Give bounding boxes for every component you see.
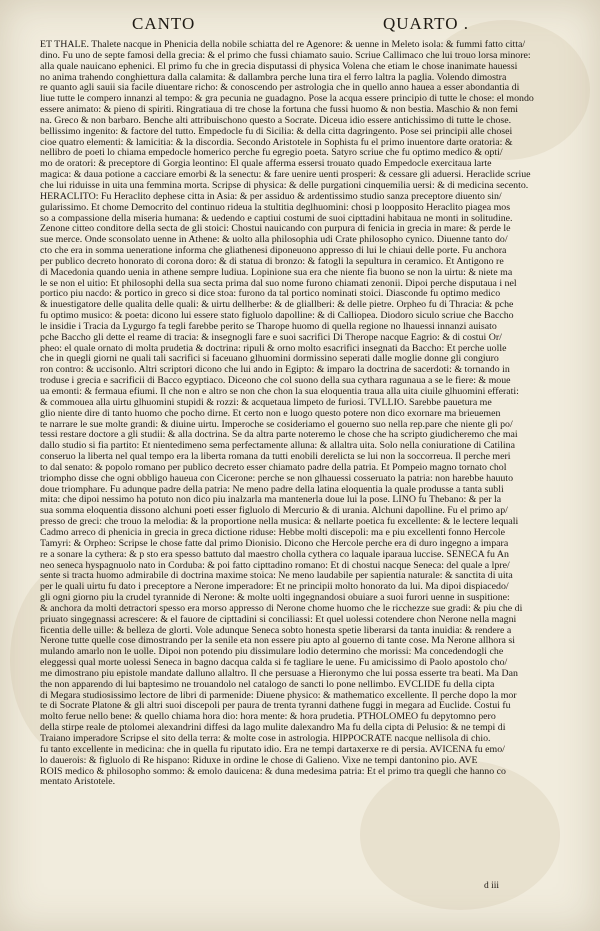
text-line: liue tutte le compero innanzi al tempo: & gra pecunia ne guadagno. Pose la acqua essere principio di tutte le chose: el mondo <box>40 94 534 105</box>
text-line: ron contro: & uccisonlo. Altri scriptori dicono che lui ando in Egipto: & imparo la doctrina de sacerdoti: & tornando in <box>40 365 510 376</box>
text-line: pheo: el quale ornato di molta prudetia & doctrina: ripuli & orno molto esacrifici insegnati da Baccho: Et perche uolle <box>40 343 507 354</box>
text-line: glio niente dire di tanto huomo che pocho dirne. Et certo non e luogo questo potere non dico exornare ma brieuemen <box>40 408 501 419</box>
running-header <box>0 10 600 40</box>
text-line: troduse i grecia e sacrificii di Bacco egyptiaco. Diceono che col suono della sua cythara ragunaua a se le fiere: & moue <box>40 376 511 387</box>
text-line: doue triomphare. Fu adunque padre della patria: Ne meno padre della latina eloquentia la quale produsse a tanta subli <box>40 484 504 495</box>
text-line: conseruo la liberta nel qual tempo era la liberta romana da tutti enobili derelicta se lui non la soccorreua. Il perche meri <box>40 452 511 463</box>
text-line: mulando amarlo non le uolle. Dipoi non potendo piu dissimulare lodio determino che morissi: Ma concedendogli che <box>40 647 504 658</box>
text-line: na. Greco & non barbaro. Benche alti attribuischono questo a Socrate. Diceua idio essere antichissimo di tutte le chose. <box>40 115 512 126</box>
text-line: pche Baccho gli dette el reame di tracia: & insegnogli fare e suoi sacrifici Di Therope nacque Eagrio: & di costui Or/ <box>40 332 502 343</box>
text-line: della stirpe reale de ptolomei alexandrini diffesi da lago mulite dalexandro Ma fu della cipta di Pelusio: & ne tempi di <box>40 723 506 734</box>
text-line: essere animato: & pieno di spiriti. Ringratiaua di tre chose la fortuna che fussi huomo & non bestia. Maschio & non femi <box>40 105 519 116</box>
text-line: & commouea alla uirtu glhuomini stupidi & rozzi: & acquetaua limpeto de furiosi. TVLLIO. Sarebbe pauetura me <box>40 397 492 408</box>
text-line: le insidie i Tracia da Lygurgo fa tegli farebbe perito se Tharope huomo di quella regione no lhauessi innanzi auisato <box>40 321 497 332</box>
text-line: ROIS medico & philosopho sommo: & emolo dauicena: & duna medesima patria: Et el primo tra quegli che hanno co <box>40 766 506 777</box>
text-line: cioe quatro elementi: & lamicitia: & la discordia. Secondo Aristotele in Sophista fu el primo inuentore darte oratoria: & <box>40 137 513 148</box>
text-line: & anchora da molti detractori spesso era morso appresso di Nerone chome huomo che le ricchezze sue gradi: & piu che di <box>40 603 523 614</box>
text-line: ficentia delle uille: & belleza de glorti. Vole adunque Seneca sobto honesta spetie liberarsi da tanta inuidia: & rendere a <box>40 625 512 636</box>
text-line: presso de greci: che trouo la melodia: & la proportione nella musica: & nellarte poetica fu excellente: & le lectere lequali <box>40 517 519 528</box>
text-line: che in quegli giorni ne quali tali sacrifici si faceuano glhuomini dormissino seperati dalle moglie donne gli congiuro <box>40 354 499 365</box>
text-line: bellissimo ingenito: & factore del tutto. Empedocle fu di Sicilia: & della citta dagringento. Pose sei principii alle chosei <box>40 126 513 137</box>
text-line: sua somma eloquentia dissono alchuni poeti esser figluolo di Mercurio & di urania. Alchuni dapolline. Fu el primo ap/ <box>40 506 508 517</box>
text-line: di Megara studiosissimo lectore de libri di parmenide: Diuene physico: & mathematico excellente. Il perche dopo la mor <box>40 690 517 701</box>
text-line: di Macedonia quando uenia in athene sempre ludiua. Lopinione sua era che niente fia buono se non la uirtu: & niete ma <box>40 267 513 278</box>
text-line: Zenone citteo conditore della secta de gli stoici: Chostui nauicando con purpura di fenicia in grecia in mare: & perde le <box>40 224 511 235</box>
text-line: che lui riduisse in uita una femmina morta. Scripse di physica: & delle purgationi cinquemilia uersi: & di medicina secento. <box>40 180 529 191</box>
text-line: & inuestigatore delle qualita delle quali: & uirtu dellherbe: & de gliallberi: & delle pietre. Orpheo fu di Thracia: & pche <box>40 300 514 311</box>
text-line: portico piu nacdo: & portico in greco si dice stoa: furono da tal portico nominati stoici. Diasconde fu optimo medico <box>40 289 501 300</box>
text-line: tessi restare doctore a gli studii: & alla doctrina. Se da altra parte noteremo le chose che ha scripto giudicheremo che mai <box>40 430 518 441</box>
text-line: molto ferue nello bene: & quello chiama hora dio: hora mente: & hora prudetia. PTHOLOMEO fu depytomno pero <box>40 712 496 723</box>
text-line: te narrare le sue molte grandi: & diuine uirtu. Imperoche se cosideriamo el gouerno suo nella rep.pare che niente gli po/ <box>40 419 513 430</box>
text-line: fu tanto excellente in medicina: che in quella fu riputato idio. Era ne tempi dartaxerxe re di persia. AVICENA fu emo/ <box>40 744 505 755</box>
text-line: to dal senato: & popolo romano per publico decreto esser chiamato padre della patria. Et Pompeio magno tornato chol <box>40 462 507 473</box>
text-line: mo de oratori: & preceptore di Gorgia leontino: El quale afferma essersi trouato quado Empedocle exercitaua larte <box>40 159 492 170</box>
text-line: dino. Fu uno de septe famosi della grecia: & el primo che fussi chiamato sauio. Scriue Callimaco che lui trouo lorsa minore: <box>40 50 531 61</box>
text-line: ua emonti: & fermaua efiumi. Il che non e altro se non che chon la sua eloquentia traua alla uita ciuile glhuomini efferati: <box>40 387 519 397</box>
text-line: dallo studio si fia partito: Et nientedimeno sema perfectamente alluna: & allaltra uita. Solo nella coniuratione di Catilina <box>40 441 515 452</box>
text-line: triompho disse che ogni obbligo haueua con Cicerone: perche se non glhauessi cosseruato la patria: non harebbe hauuto <box>40 473 514 484</box>
text-line: no anima trahendo conghiettura dalla calamita: & dallambra perche luna tira el ferro laltra la paglia. Volendo dimostra <box>40 72 507 83</box>
text-line: alla quale nauicano ephenici. El primo fu che in grecia disputassi di physica Volena che etiam le chose inanimate hauessi <box>40 61 518 72</box>
text-line: sue merce. Onde sconsolato uenne in Athene: & uolto alla philosophia udi Crate philosopho cynico. Diuenne tanto do/ <box>40 235 508 246</box>
text-line: the non apparendo di lui baptesimo ne trouandolo nel catalogo de sancti lo pone nellimbo. EVCLIDE fu della cipta <box>40 679 495 690</box>
text-line: re quanto agli sauii sia facile diuentare richo: & conoscendo per astrologia che in quello anno hauea a esser abondantia di <box>40 83 520 94</box>
text-line: te di Socrate Platone & gli altri suoi discepoli per paura de trenta tyranni dathene fuggi in megara ad Euclide. Costui fu <box>40 701 511 712</box>
text-line: Tamyri: & Orpheo: Scripse le chose fatte dal primo Dionisio. Dicono che Hercole perche era di duro ingegno a impara <box>40 538 509 549</box>
header-canto: CANTO <box>132 14 196 33</box>
text-line: re a sonare la cythera: & p sto era spesso battuto dal maestro cholla cythera co laquale iparaua luccise. SENECA fu An <box>40 549 509 560</box>
text-line: eleggessi qual morte uolessi Seneca in bagno dacqua calda si fe tagliare le uene. Fu amicissimo di Paolo apostolo cho/ <box>40 658 508 669</box>
text-line: cto che era in somma ueneratione informa che gliathenesi diponeuono appresso di lui le chiaui delle porte. Fu anchora <box>40 246 507 257</box>
text-line: mentato Aristotele. <box>40 777 116 788</box>
text-line: Traiano imperadore Scripse el sito della terra: & molte cose in astrologia. HIPPOCRATE nacque nellisola di chio. <box>40 734 491 744</box>
header-quarto: QUARTO . <box>383 14 470 33</box>
text-line: priuato singegnassi acrescere: & el fauore de cipttadini si conciliassi: Et quel uolessi cotendere chon Nerone nella magni <box>40 614 517 625</box>
text-line: per le quali uirtu fu dato i preceptore a Nerone imperadore: Et ne principii molto honorato da lui. Ma dipoi dispiacedo/ <box>40 582 509 593</box>
text-line: gularissimo. Et chome Democrito del continuo rideua la stultitia deglhuomini: chosi p loopposito Heraclito piagea mos <box>40 202 511 213</box>
text-line: ET THALE. Thalete nacque in Phenicia della nobile schiatta del re Agenore: & uenne in Meleto isola: & fummi fatto citta/ <box>40 40 526 50</box>
text-line: Nerone tutte quelle cose dimostrando per la senile eta non essere piu apto al gouerno di tante cose. Ma Nerone allhora si <box>40 636 515 647</box>
text-line: mita: che dipoi nessimo ha potuto non dico piu inalzarla ma mantenerla doue lui la pose. LINO fu Thebano: & per la <box>40 495 502 506</box>
text-line: sente si tracta huomo admirabile di doctrina maxime stoica: Ne meno laudabile per sapientia naturale: & sanctita di uita <box>40 571 513 582</box>
commentary-text <box>40 40 572 788</box>
text-line: so a compassione della miseria humana: & uedendo e captiui costumi de suoi cipttadini habitaua ne monti in solitudine. <box>40 213 513 224</box>
text-line: magica: & daua potione a cacciare emorbi & la senectu: & fare uenire uenti prosperi: & cessare gli aduersi. Heraclide scriue <box>40 170 531 181</box>
text-line: neo seneca hyspagnuolo nato in Corduba: & poi fatto cipttadino romano: Et di chostui nacque Seneca: del quale a lpre/ <box>40 560 510 571</box>
text-line: lo dauerois: & figluolo di Re hispano: Riduxe in ordine le chose di Galieno. Vixe ne tempi dantonino pio. AVE <box>40 755 478 766</box>
text-line: Cadmo arreco di phenicia in grecia in greca dictione riduse: Hebbe molti discepoli: ma e piu excellenti fonno Hercole <box>40 527 506 538</box>
text-line: gli ogni giorno piu la crudel tyrannide di Nerone: & molte uolti ingegnandosi obuiare a suoi furori uenne in suspitione: <box>40 593 510 604</box>
signature-mark: d iii <box>484 881 500 891</box>
text-line: me dimostrano piu epistole mandate dalluno allaltro. Il che persuase a Hieronymo che lui possa esserte tra beati. Ma Dan <box>40 668 518 679</box>
text-line: HERACLITO: Fu Heraclito dephese citta in Asia: & per assiduo & ardentissimo studio sanza preceptore diuento sin/ <box>40 191 502 202</box>
text-line: per publico decreto honorato di corona doro: & di statua di bronzo: & fatogli la sepultura in ceramico. Et Antigono re <box>40 256 504 267</box>
text-line: nellibro de poeti lo chiama empedocle homerico perche fu egregio poeta. Satyro scriue che fu optimo medico & opti/ <box>40 148 503 159</box>
text-line: le se non el uitio: Et philosophi della sua secta prima dal suo nome furono chiamati zenonii. Dipoi perche disputaua i nel <box>40 278 517 289</box>
text-line: fu optimo musico: & poeta: dicono lui essere stato figluolo dapolline: & di Calliopea. Diodoro siculo scriue che Baccho <box>40 311 514 322</box>
